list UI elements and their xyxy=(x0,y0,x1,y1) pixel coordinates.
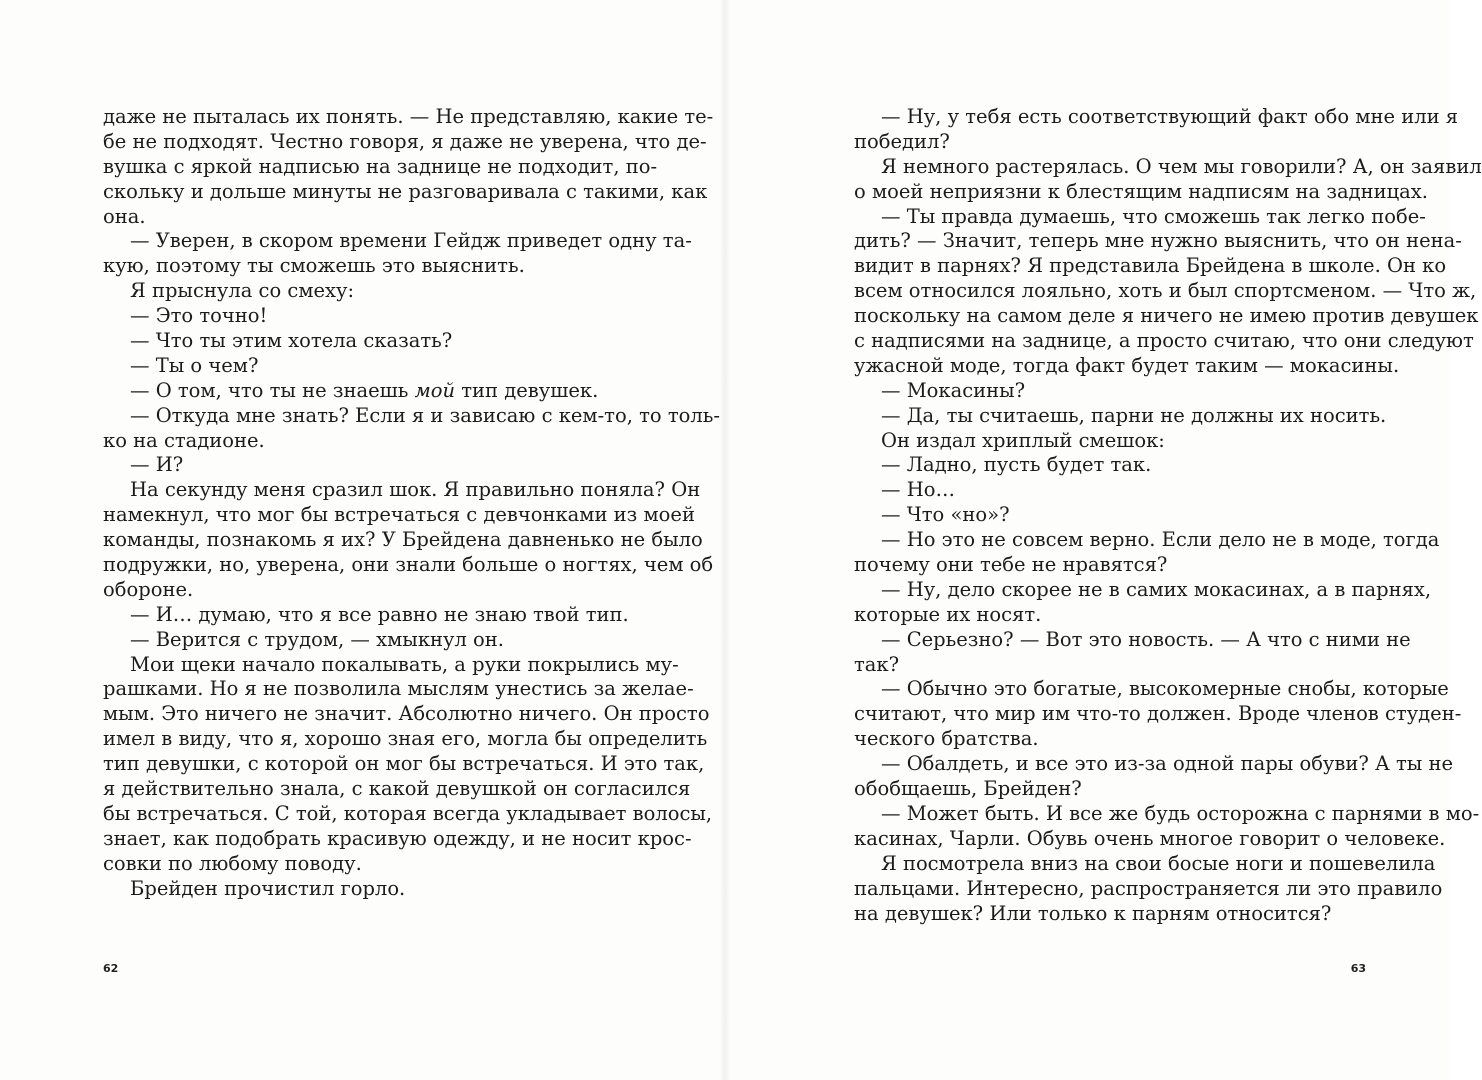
text-line: намекнул, что мог бы встречаться с девчонками из моей xyxy=(103,503,695,527)
page-number: 62 xyxy=(103,962,119,975)
text-line: с надписями на заднице, а просто считаю, что они следуют xyxy=(854,329,1474,353)
text-line: бы встречаться. С той, которая всегда укладывает волосы, xyxy=(103,801,713,825)
text-line: касинах, Чарли. Обувь очень многое говорит о человеке. xyxy=(854,826,1446,850)
text-line: вушка с яркой надписью на заднице не подходит, по- xyxy=(103,154,658,178)
emphasis-word: мой xyxy=(414,378,456,402)
text-line: — О том, что ты не знаешь мой тип девушек. xyxy=(130,378,599,402)
text-line: — Уверен, в скором времени Гейдж приведет одну та- xyxy=(130,229,692,253)
text-line: — Обычно это богатые, высокомерные снобы, которые xyxy=(881,677,1449,701)
text-line: кую, поэтому ты сможешь это выяснить. xyxy=(103,254,525,278)
text-line: — И? xyxy=(130,453,184,477)
text-line: — Ну, дело скорее не в самих мокасинах, а в парнях, xyxy=(881,577,1432,601)
text-line: — Ладно, пусть будет так. xyxy=(881,453,1152,477)
text-line: которые их носят. xyxy=(854,602,1042,626)
text-line: ко на стадионе. xyxy=(103,428,265,452)
text-line: — Обалдеть, и все это из-за одной пары обуви? А ты не xyxy=(881,752,1454,776)
text-line: — И… думаю, что я все равно не знаю твой тип. xyxy=(130,602,629,626)
text-line: — Ты о чем? xyxy=(130,353,259,377)
text-line: рашками. Но я не позволила мыслям унестись за желае- xyxy=(103,677,694,701)
text-line: ческого братства. xyxy=(854,727,1039,751)
text-line: — Это точно! xyxy=(130,304,268,328)
right-page-text xyxy=(854,105,1482,926)
text-line: обобщаешь, Брейден? xyxy=(854,777,1082,801)
text-line: поскольку на самом деле я ничего не имею против девушек xyxy=(854,304,1479,328)
text-line: я действительно знала, с какой девушкой он согласился xyxy=(103,777,691,801)
right-page xyxy=(724,0,1482,1080)
text-line: так? xyxy=(854,652,900,676)
text-line: Я посмотрела вниз на свои босые ноги и пошевелила xyxy=(881,851,1436,875)
text-line: — Ты правда думаешь, что сможешь так легко побе- xyxy=(881,204,1426,228)
text-line: — Серьезно? — Вот это новость. — А что с ними не xyxy=(881,627,1411,651)
text-line: мым. Это ничего не значит. Абсолютно ничего. Он просто xyxy=(103,702,710,726)
text-line: — Мокасины? xyxy=(881,378,1026,402)
page-number: 63 xyxy=(1350,962,1366,975)
text-line: обороне. xyxy=(103,577,194,601)
text-line: — Верится с трудом, — хмыкнул он. xyxy=(130,627,504,651)
text-line: — Может быть. И все же будь осторожна с парнями в мо- xyxy=(881,801,1480,825)
text-line: знает, как подобрать красивую одежду, и не носит крос- xyxy=(103,826,692,850)
text-line: почему они тебе не нравятся? xyxy=(854,553,1168,577)
text-line: Он издал хриплый смешок: xyxy=(881,428,1165,452)
text-line: считают, что мир им что-то должен. Вроде членов студен- xyxy=(854,702,1462,726)
text-line: — Ну, у тебя есть соответствующий факт обо мне или я xyxy=(881,105,1459,128)
text-line: — Да, ты считаешь, парни не должны их носить. xyxy=(881,403,1387,427)
text-line: она. xyxy=(103,204,146,228)
left-page xyxy=(0,0,724,1080)
text-line: — Но это не совсем верно. Если дело не в моде, тогда xyxy=(881,528,1440,552)
text-line: всем относился лояльно, хоть и был спортсменом. — Что ж, xyxy=(854,279,1477,303)
text-line: дить? — Значит, теперь мне нужно выяснить, что он нена- xyxy=(854,229,1462,253)
text-line: имел в виду, что я, хорошо зная его, могла бы определить xyxy=(103,727,708,751)
text-line: Брейден прочистил горло. xyxy=(130,876,406,900)
text-line: — Что «но»? xyxy=(881,503,1010,527)
text-line: даже не пыталась их понять. — Не представляю, какие те- xyxy=(103,105,714,128)
text-line: — Что ты этим хотела сказать? xyxy=(130,329,453,353)
text-line: скольку и дольше минуты не разговаривала с такими, как xyxy=(103,179,708,203)
text-line: о моей неприязни к блестящим надписям на задницах. xyxy=(854,179,1428,203)
text-line: на девушек? Или только к парням относится? xyxy=(854,901,1332,925)
text-line: Мои щеки начало покалывать, а руки покрылись му- xyxy=(130,652,679,676)
left-page-text xyxy=(103,105,720,902)
text-line: На секунду меня сразил шок. Я правильно поняла? Он xyxy=(130,478,701,502)
text-line: ужасной моде, тогда факт будет таким — мокасины. xyxy=(854,353,1400,377)
text-line: победил? xyxy=(854,129,950,153)
text-line: Я немного растерялась. О чем мы говорили? А, он заявил xyxy=(881,154,1482,178)
text-line: видит в парнях? Я представила Брейдена в школе. Он ко xyxy=(854,254,1447,278)
text-line: пальцами. Интересно, распространяется ли это правило xyxy=(854,876,1443,900)
text-line: подружки, но, уверена, они знали больше о ногтях, чем об xyxy=(103,553,714,577)
text-line: бе не подходят. Честно говоря, я даже не уверена, что де- xyxy=(103,129,707,153)
text-line: — Но… xyxy=(881,478,955,502)
text-line: Я прыснула со смеху: xyxy=(130,279,355,303)
text-line: — Откуда мне знать? Если я и зависаю с кем-то, то толь- xyxy=(130,403,720,427)
text-line: совки по любому поводу. xyxy=(103,851,362,875)
text-line: тип девушки, с которой он мог бы встречаться. И это так, xyxy=(103,752,705,776)
text-line: команды, познакомь я их? У Брейдена давненько не было xyxy=(103,528,703,552)
